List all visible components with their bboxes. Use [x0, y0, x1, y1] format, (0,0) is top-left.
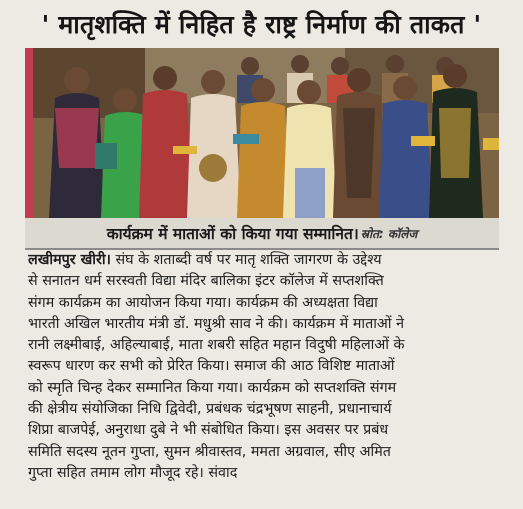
article-line-1: लखीमपुर खीरी। संघ के शताब्दी वर्ष पर मातृ शक्ति जागरण के उद्देश्य — [28, 252, 382, 268]
article-line-11: गुप्ता सहित तमाम लोग मौजूद रहे। संवाद — [28, 464, 238, 481]
article-line-8: की क्षेत्रीय संयोजिका निधि द्विवेदी, प्रबंधक चंद्रभूषण साहनी, प्रधानाचार्य — [28, 401, 392, 418]
news-photo — [25, 48, 499, 218]
photo-source: स्रोत: कॉलेज — [360, 226, 418, 241]
article-line-5: रानी लक्ष्मीबाई, अहिल्याबाई, माता शबरी सहित महान विदुषी महिलाओं के — [28, 337, 405, 354]
photo-caption: कार्यक्रम में माताओं को किया गया सम्मानित। — [106, 225, 359, 243]
article-line-7: को स्मृति चिन्ह देकर सम्मानित किया गया। कार्यक्रम को सप्तशक्ति संगम — [28, 379, 397, 396]
article-line-4: भारती अखिल भारतीय मंत्री डॉ. मधुश्री साव ने की। कार्यक्रम में माताओं ने — [28, 315, 405, 332]
article-body — [28, 250, 498, 508]
article-line-6: स्वरूप धारण कर सभी को प्रेरित किया। समाज की आठ विशिष्ट माताओं — [28, 358, 395, 375]
article-line-3: संगम कार्यक्रम का आयोजन किया गया। कार्यक्रम की अध्यक्षता विद्या — [28, 294, 378, 311]
article-line-9: शिप्रा बाजपेई, अनुराधा दुबे ने भी संबोधित किया। इस अवसर पर प्रबंध — [28, 422, 389, 439]
photo-illustration — [25, 48, 499, 218]
dateline: लखीमपुर खीरी। — [28, 252, 111, 268]
headline: ' मातृशक्ति में निहित है राष्ट्र निर्माण की ताकत ' — [41, 10, 482, 39]
photo-caption-bar — [25, 218, 499, 250]
article-line-10: समिति सदस्य नूतन गुप्ता, सुमन श्रीवास्तव, ममता अग्रवाल, सीए अमित — [28, 443, 391, 460]
article-line-2: से सनातन धर्म सरस्वती विद्या मंदिर बालिका इंटर कॉलेज में सप्तशक्ति — [28, 273, 384, 290]
